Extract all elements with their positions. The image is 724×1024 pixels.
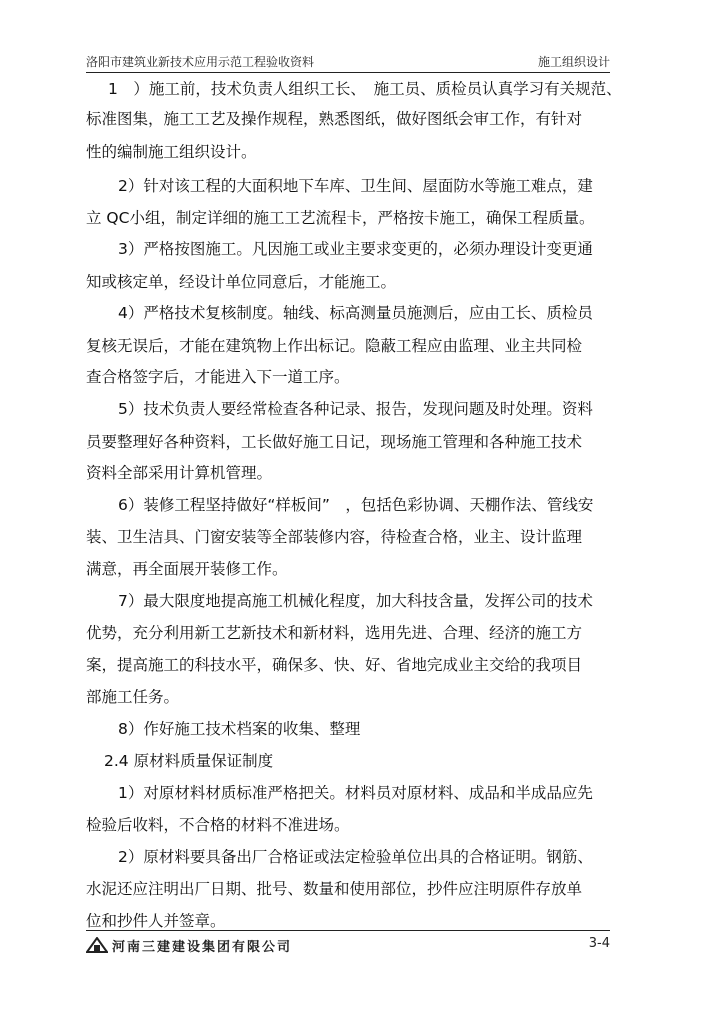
- page-header: [86, 52, 610, 73]
- body-line: 5）技术负责人要经常检查各种记录、报告，发现问题及时处理。资料: [118, 400, 593, 418]
- body-line: 检验后收料，不合格的材料不准进场。: [86, 816, 350, 834]
- body-line: 2）针对该工程的大面积地下车库、卫生间、屋面防水等施工难点，建: [118, 177, 593, 195]
- body-line: 水泥还应注明出厂日期、批号、数量和使用部位，抄件应注明原件存放单: [86, 880, 583, 898]
- body-line: 员要整理好各种资料，工长做好施工日记，现场施工管理和各种施工技术: [86, 433, 583, 451]
- body-line: 3）严格按图施工。凡因施工或业主要求变更的，必须办理设计变更通: [118, 240, 593, 258]
- body-line: 7）最大限度地提高施工机械化程度，加大科技含量，发挥公司的技术: [118, 592, 593, 610]
- body-line: 案，提高施工的科技水平，确保多、快、好、省地完成业主交给的我项目: [86, 656, 583, 674]
- body-line: 8）作好施工技术档案的收集、整理: [118, 720, 361, 738]
- body-line: 2）原材料要具备出厂合格证或法定检验单位出具的合格证明。钢筋、: [118, 848, 593, 866]
- body-line: 装、卫生洁具、门窗安装等全部装修内容，待检查合格，业主、设计监理: [86, 528, 583, 546]
- body-line: 查合格签字后，才能进入下一道工序。: [86, 368, 350, 386]
- body-line: 知或核定单，经设计单位同意后，才能施工。: [86, 273, 397, 291]
- header-document-title: 洛阳市建筑业新技术应用示范工程验收资料: [86, 55, 315, 69]
- page-number: 3-4: [588, 936, 610, 951]
- body-line: 位和抄件人并签章。: [86, 912, 226, 930]
- body-line: 1）对原材料材质标准严格把关。材料员对原材料、成品和半成品应先: [118, 784, 593, 802]
- footer-rule: [86, 930, 610, 931]
- header-section-title: 施工组织设计: [537, 55, 610, 69]
- body-line: 标准图集，施工工艺及操作规程，熟悉图纸，做好图纸会审工作，有针对: [86, 110, 583, 128]
- section-heading: 2.4 原材料质量保证制度: [104, 752, 274, 770]
- body-line: 性的编制施工组织设计。: [86, 143, 257, 161]
- body-line: 4）严格技术复核制度。轴线、标高测量员施测后，应由工长、质检员: [118, 304, 593, 322]
- company-logo-icon: [86, 937, 108, 953]
- body-line: 6）装修工程坚持做好“样板间” ，包括色彩协调、天棚作法、管线安: [118, 496, 594, 514]
- body-line: 资料全部采用计算机管理。: [86, 464, 273, 482]
- body-line: 1 ）施工前，技术负责人组织工长、 施工员、质检员认真学习有关规范、: [108, 80, 622, 98]
- company-logo: [86, 934, 292, 956]
- body-line: 满意，再全面展开装修工作。: [86, 560, 288, 578]
- company-name: 河南三建建设集团有限公司: [112, 939, 293, 955]
- body-line: 部施工任务。: [86, 688, 180, 706]
- body-line: 立 QC小组，制定详细的施工工艺流程卡，严格按卡施工，确保工程质量。: [86, 209, 595, 227]
- body-line: 优势，充分利用新工艺新技术和新材料，选用先进、合理、经济的施工方: [86, 624, 583, 642]
- body-line: 复核无误后，才能在建筑物上作出标记。隐蔽工程应由监理、业主共同检: [86, 337, 583, 355]
